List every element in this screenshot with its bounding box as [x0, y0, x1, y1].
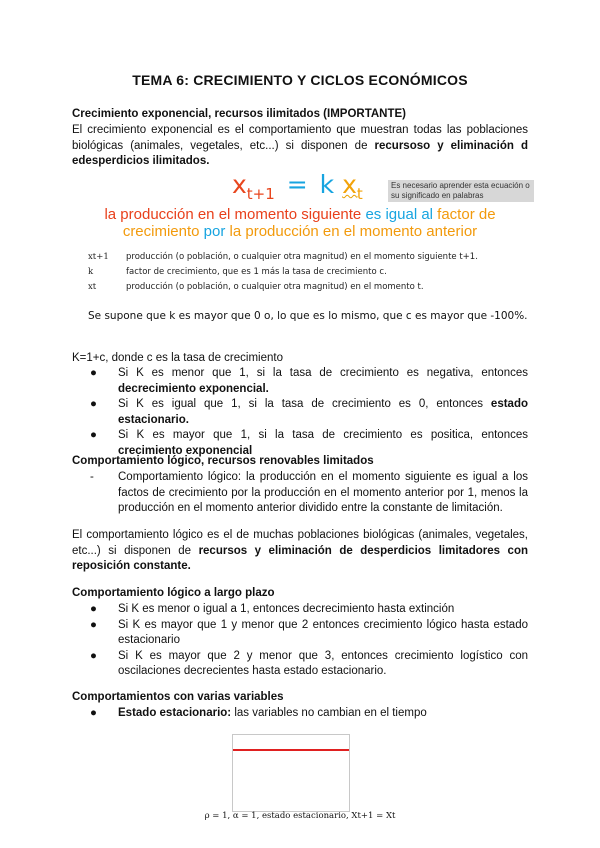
exponential-paragraph: [72, 123, 528, 170]
definition-text: producción (o población, o cualquier otra magnitud) en el momento t.: [126, 282, 424, 292]
page-title: TEMA 6: CRECIMIENTO Y CICLOS ECONÓMICOS: [132, 72, 468, 88]
caption-part: factor de crecimiento: [122, 206, 496, 240]
list-item: ● Si K es igual que 1, si la tasa de crecimiento es 0, entonces estado estacionario.: [90, 398, 528, 426]
bullet-icon: ●: [90, 429, 97, 441]
definition-symbol: k: [88, 267, 94, 277]
dash-bullet: -: [90, 471, 94, 483]
definition-row: [88, 267, 387, 277]
definition-symbol: xt: [88, 282, 97, 292]
list-item: ● Si K es mayor que 1, si la tasa de crecimiento es positica, entonces crecimiento exponencial: [90, 429, 528, 457]
bullet-icon: ●: [90, 618, 97, 631]
equation-note: Es necesario aprender esta ecuación o su significado en palabras: [388, 180, 534, 202]
bullet-icon: ●: [90, 707, 97, 719]
bullet-icon: ●: [90, 398, 97, 410]
paragraph-text: El comportamiento lógico es el de muchas poblaciones biológicas (animales, vegetales, etc...) si disponen de: [72, 529, 528, 557]
caption-part: por: [199, 223, 230, 240]
paragraph-bold-text: recursos y eliminación de desperdicios limitadores con reposición constante.: [72, 544, 529, 572]
section-heading-multivariable: Comportamientos con varias variables: [72, 691, 284, 703]
list-item: ● Si K es mayor que 2 y menor que 3, entonces crecimiento logístico con oscilaciones decrecientes hasta estado estacionario.: [90, 649, 528, 677]
k-cases-list: [72, 366, 528, 459]
list-item: - Comportamiento lógico: la producción en el momento siguiente es igual a los factos de crecimiento por la producción en el momento anterior por 1, menos la producción en el momento anterior dividido entre la constante de limitación.: [90, 471, 528, 514]
definition-text: producción (o población, o cualquier otra magnitud) en el momento siguiente t+1.: [126, 252, 478, 262]
list-item: ● Si K es menor que 1, si la tasa de crecimiento es negativa, entonces decrecimiento exponencial.: [90, 367, 528, 395]
caption-part: la producción en el momento siguiente: [104, 206, 362, 223]
caption-part: es igual al: [361, 206, 438, 223]
growth-equation: [232, 170, 363, 203]
section-heading-logistic: Comportamiento lógico, recursos renovables limitados: [72, 455, 374, 467]
logistic-paragraph: [72, 528, 528, 575]
definition-row: [88, 282, 424, 292]
bullet-icon: ●: [90, 649, 97, 662]
eq-x-next: $x_{t+1}$: [232, 170, 275, 203]
definition-row: [88, 252, 478, 262]
assumption-text: Se supone que k es mayor que 0 o, lo que es lo mismo, que c es mayor que -100%.: [88, 310, 528, 322]
eq-x-current: $x_t$: [342, 170, 363, 203]
bullet-icon: ●: [90, 603, 97, 615]
long-term-list: [72, 602, 528, 680]
steady-state-line: [233, 749, 349, 751]
bullet-icon: ●: [90, 367, 97, 379]
paragraph-bold-text: recursoso y eliminación d edesperdicios ilimitados.: [72, 139, 528, 167]
definition-symbol: xt+1: [88, 252, 109, 262]
list-item: ● Si K es mayor que 1 y menor que 2 entonces crecimiento lógico hasta estado estacionario: [90, 618, 528, 646]
definition-text: factor de crecimiento, que es 1 más la tasa de crecimiento c.: [126, 267, 387, 277]
equation-caption: [72, 206, 528, 240]
k-definition: K=1+c, donde c es la tasa de crecimiento: [72, 352, 283, 364]
logistic-list: [72, 470, 528, 517]
multivariable-list: [72, 706, 528, 722]
eq-k: k: [319, 170, 335, 199]
section-heading-long-term: Comportamiento lógico a largo plazo: [72, 587, 275, 599]
caption-part: la producción en el momento anterior: [229, 223, 478, 240]
eq-equals: =: [286, 170, 308, 199]
section-heading-exponential: Crecimiento exponencial, recursos ilimitados (IMPORTANTE): [72, 108, 406, 120]
list-item: ● Estado estacionario: las variables no cambian en el tiempo: [72, 706, 528, 722]
figure-caption: ρ = 1, α = 1, estado estacionario, Xt+1 = Xt: [204, 811, 396, 821]
steady-state-figure: [232, 734, 350, 812]
paragraph-text: El crecimiento exponencial es el comportamiento que muestran todas las poblaciones biológicas (animales, vegetales, etc...) si disponen de: [72, 124, 528, 152]
list-item: ● Si K es menor o igual a 1, entonces decrecimiento hasta extinción: [72, 602, 528, 618]
